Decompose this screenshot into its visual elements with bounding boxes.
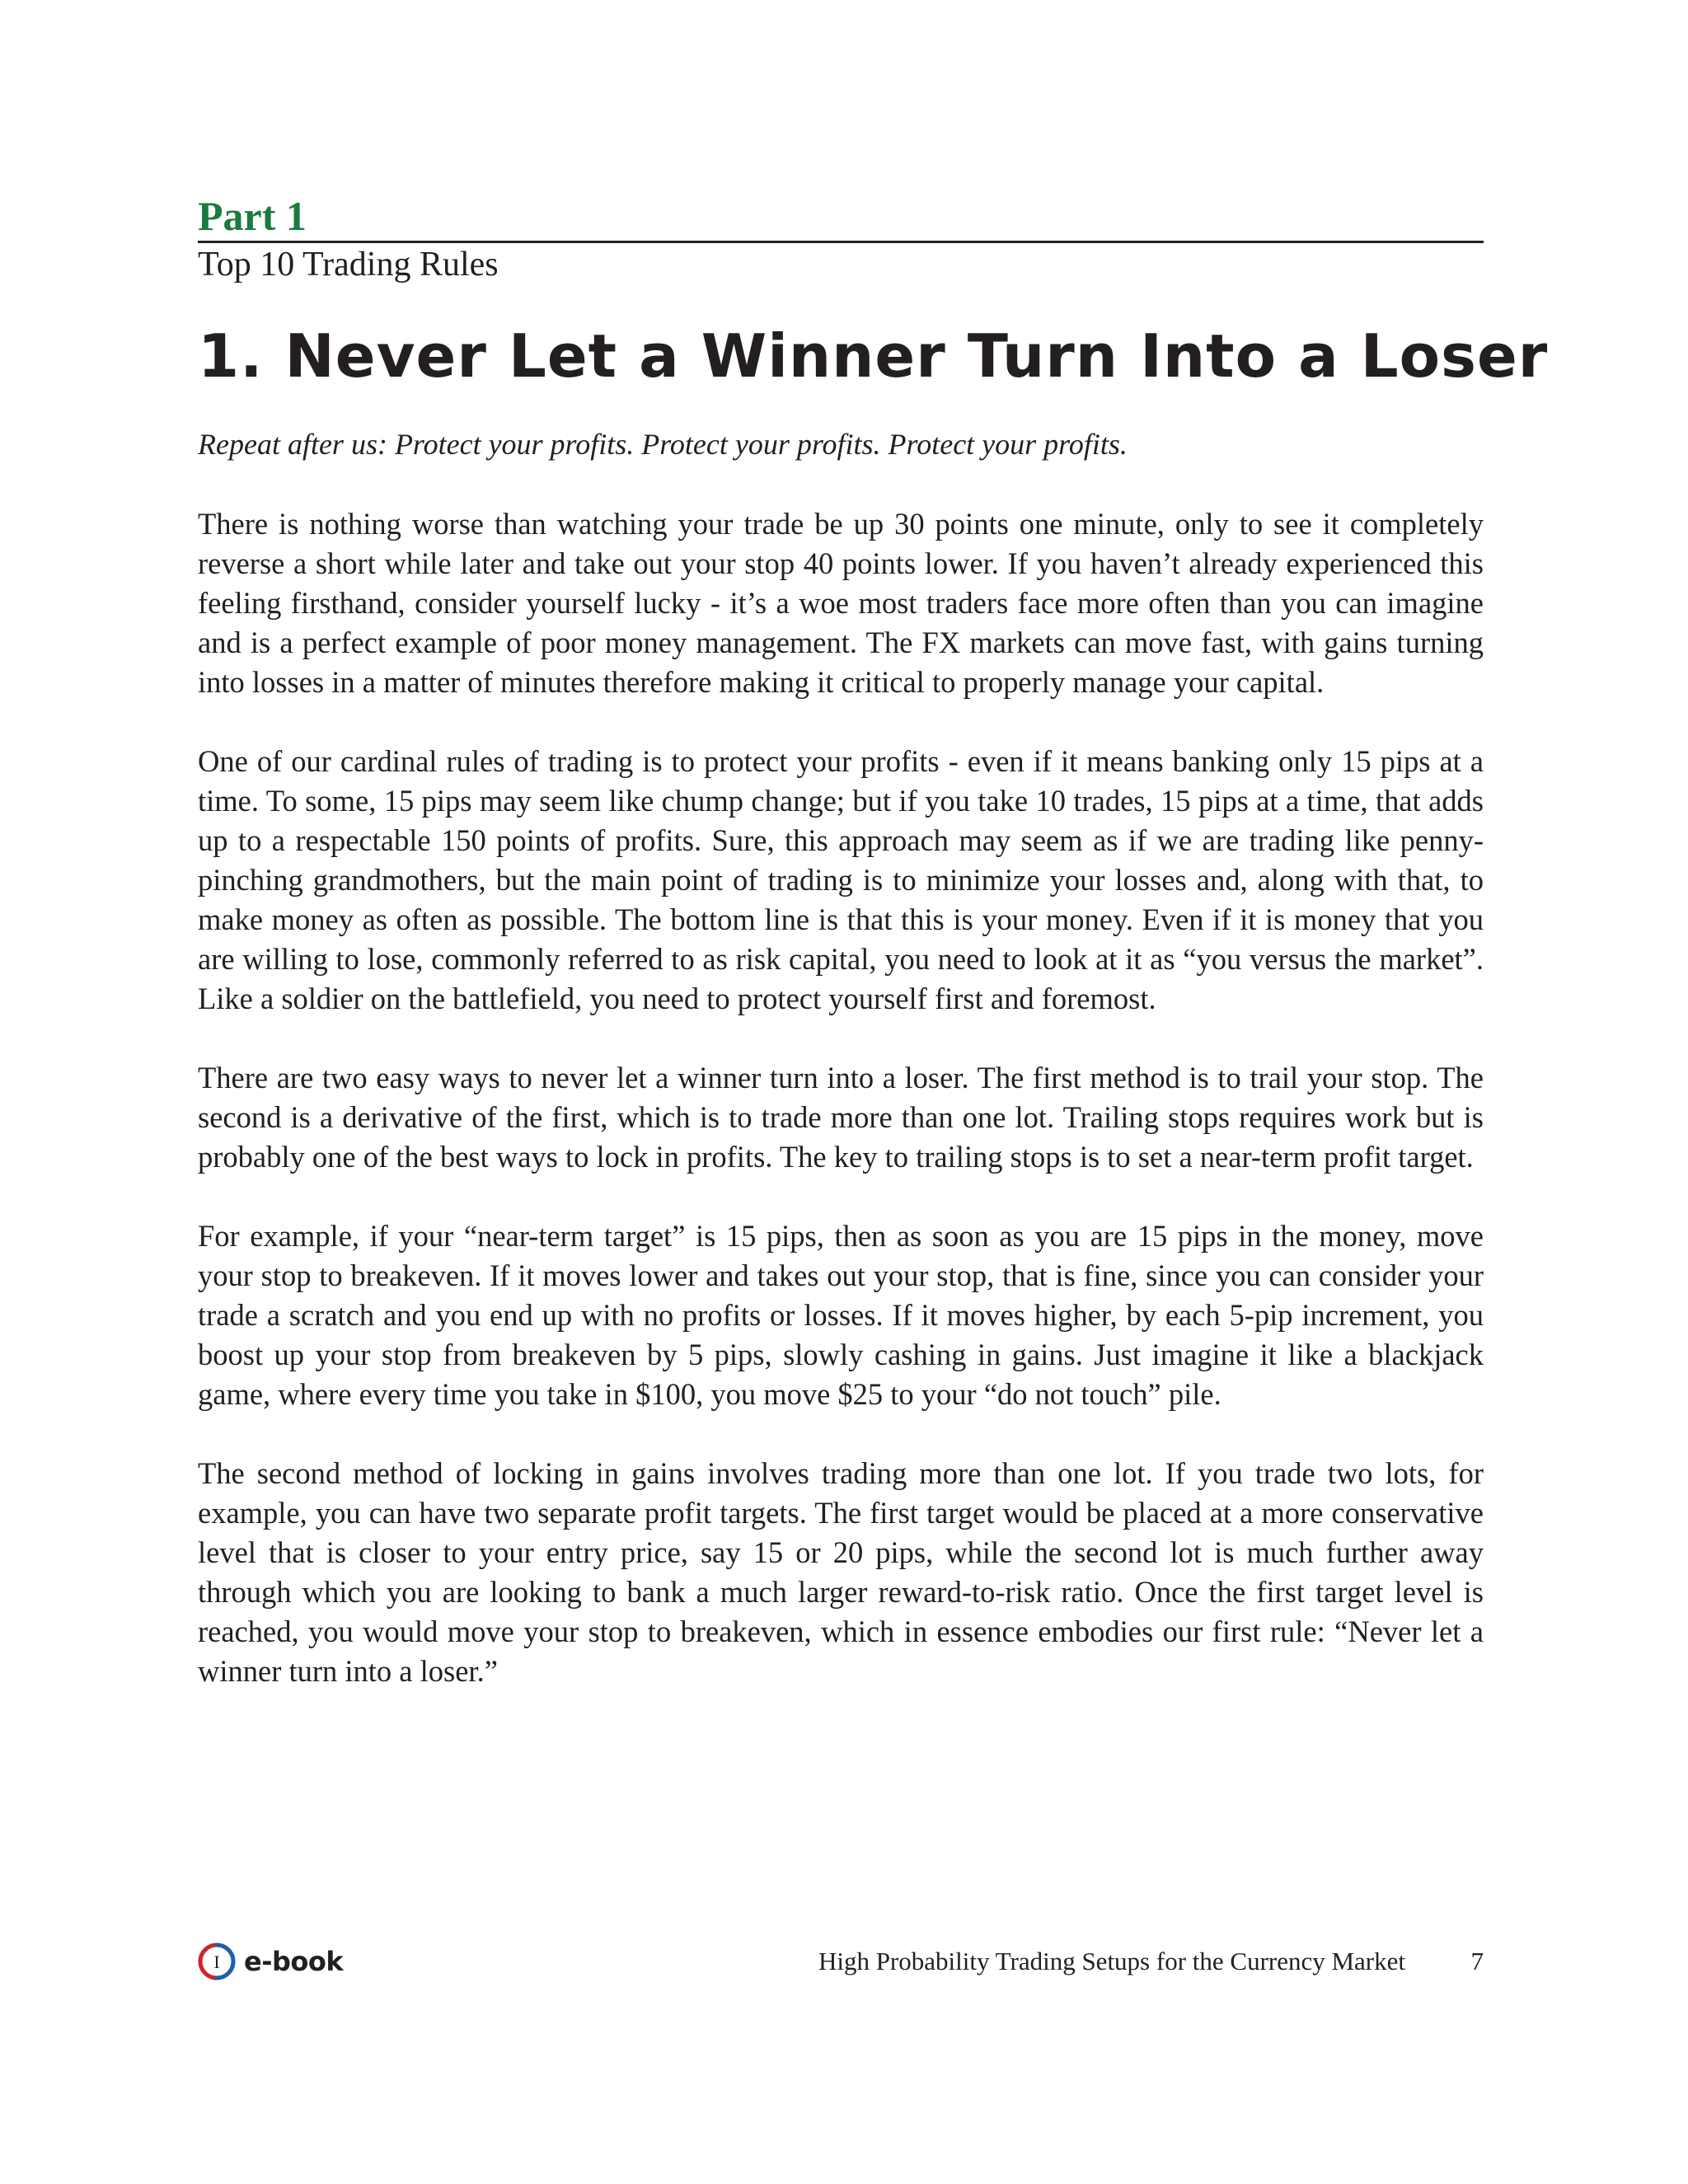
page-number: 7 xyxy=(1470,1947,1484,1975)
paragraph-5: The second method of locking in gains involves trading more than one lot. If you trade two lots, for example, you can have two separate profit targets. The first target would be placed at a more conservative level that is closer to your entry price, say 15 or 20 pips, while the second lot is much further away through which you are looking to bank a much larger reward-to-risk ratio. Once the first target level is reached, you would move your stop to breakeven, which in essence embodies our first rule: “Never let a winner turn into a loser.” xyxy=(198,1456,1484,1688)
chapter-intro: Repeat after us: Protect your profits. Protect your profits. Protect your profits. xyxy=(198,428,1128,461)
page-footer xyxy=(198,1937,1484,1986)
body-text xyxy=(198,504,1484,1731)
part-label: Part 1 xyxy=(198,193,307,239)
ebook-logo-text: e-book xyxy=(244,1946,344,1977)
paragraph-2: One of our cardinal rules of trading is to protect your profits - even if it means banking only 15 pips at a time. To some, 15 pips may seem like chump change; but if you take 10 trades, 15 pips at a time, that adds up to a respectable 150 points of profits. Sure, this approach may seem as if we are trading like penny-pinching grandmothers, but the main point of trading is to minimize your losses and, along with that, to make money as often as possible. The bottom line is that this is your money. Even if it is money that you are willing to lose, commonly referred to as risk capital, you need to look at it as “you versus the market”. Like a soldier on the battlefield, you need to protect yourself first and foremost. xyxy=(198,744,1484,1015)
paragraph-3: There are two easy ways to never let a winner turn into a loser. The first method is to trail your stop. The second is a derivative of the first, which is to trade more than one lot. Trailing stops requires work but is probably one of the best ways to lock in profits. The key to trailing stops is to set a near-term profit target. xyxy=(198,1061,1484,1174)
ebook-logo xyxy=(198,1942,343,1981)
footer-book-title: High Probability Trading Setups for the Currency Market xyxy=(818,1947,1405,1975)
part-subtitle: Top 10 Trading Rules xyxy=(198,246,499,284)
svg-text:I: I xyxy=(213,1952,220,1972)
ebook-logo-icon xyxy=(198,1943,236,1980)
part-header xyxy=(198,191,1484,243)
chapter-title: 1. Never Let a Winner Turn Into a Loser xyxy=(198,321,1549,391)
paragraph-4: For example, if your “near-term target” is 15 pips, then as soon as you are 15 pips in the money, move your stop to breakeven. If it moves lower and takes out your stop, that is fine, since you can consider your trade a scratch and you end up with no profits or losses. If it moves higher, by each 5-pip increment, you boost up your stop from breakeven by 5 pips, slowly cashing in gains. Just imagine it like a blackjack game, where every time you take in $100, you move $25 to your “do not touch” pile. xyxy=(198,1219,1484,1411)
paragraph-1: There is nothing worse than watching your trade be up 30 points one minute, only to see it completely reverse a short while later and take out your stop 40 points lower. If you haven’t already experienced this feeling firsthand, consider yourself lucky - it’s a woe most traders face more often than you can imagine and is a perfect example of poor money management. The FX markets can move fast, with gains turning into losses in a matter of minutes therefore making it critical to properly manage your capital. xyxy=(198,507,1484,699)
